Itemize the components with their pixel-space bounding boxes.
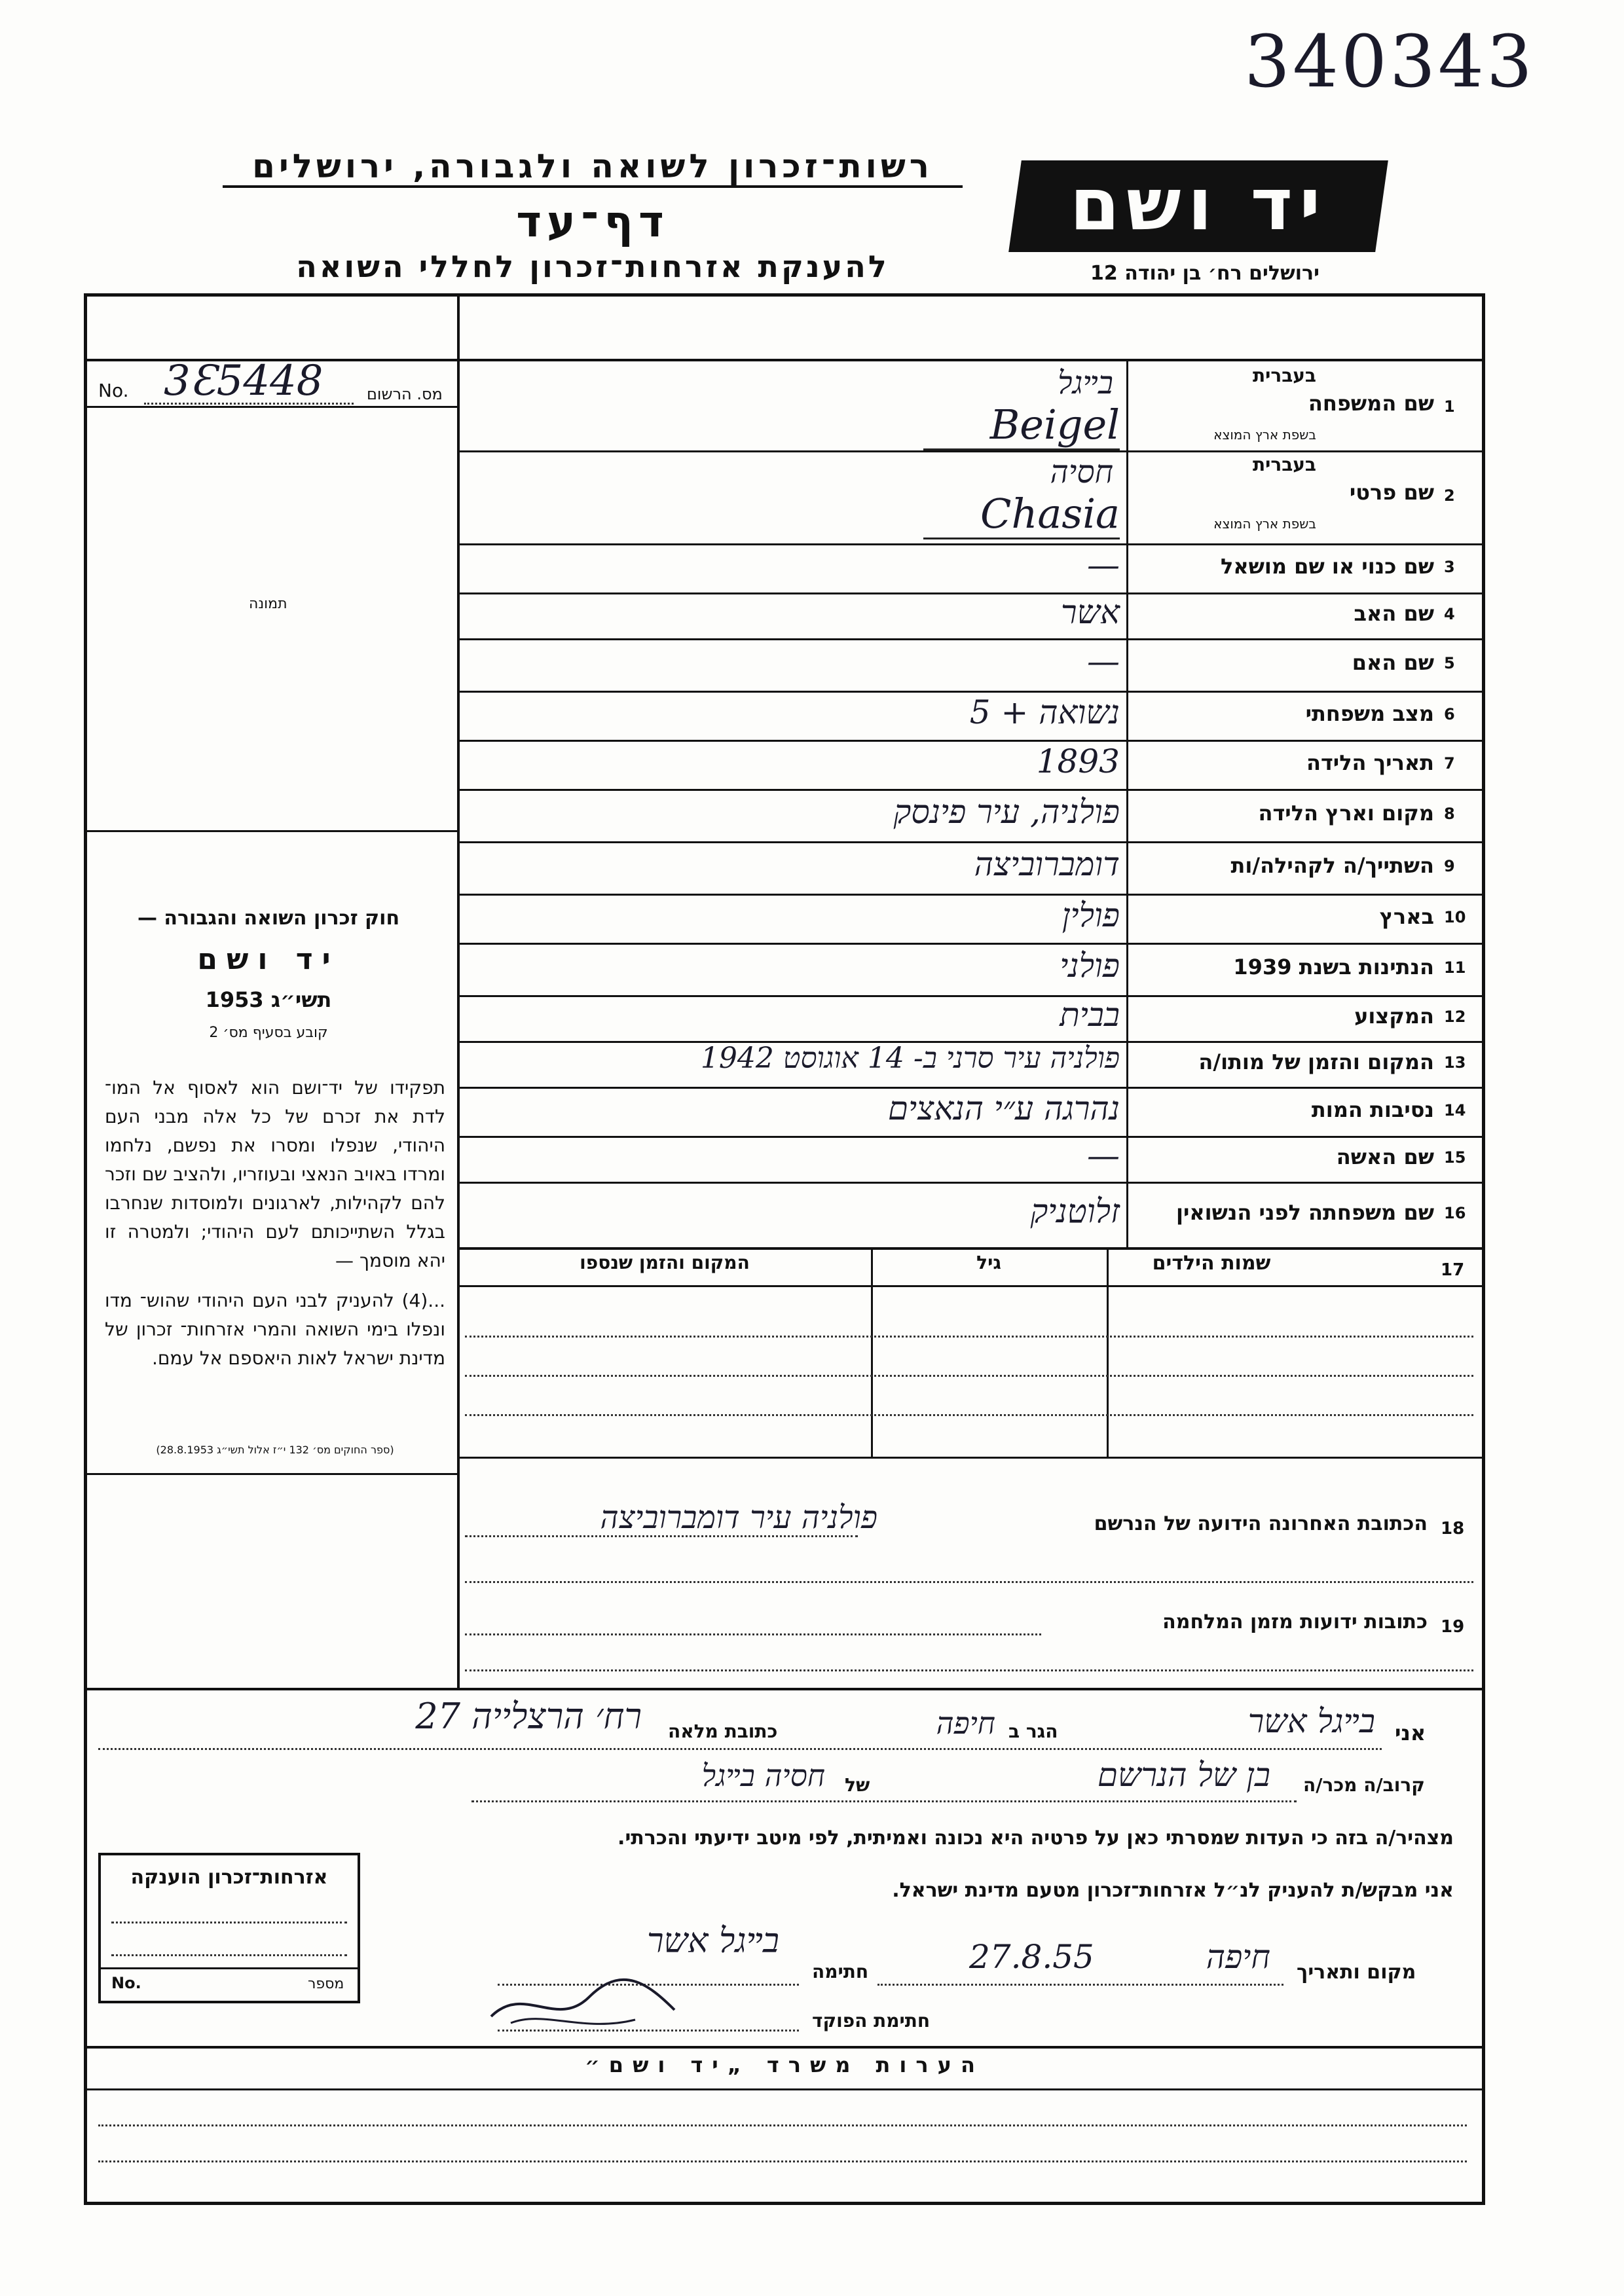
last-address-label: הכתובת האחרונה הידועה של הנרשם: [1094, 1512, 1428, 1535]
field-sublabel-origin: בשפת ארץ המוצא: [1213, 516, 1316, 532]
field-label: מצב משפחתי: [1305, 701, 1434, 726]
field-label: שם האב: [1354, 601, 1434, 626]
decl-signature-label: חתימה: [812, 1961, 869, 1982]
logo-text: יד ושם: [1069, 162, 1327, 246]
field-number: 7: [1444, 754, 1455, 773]
field-value: פולין: [1061, 896, 1120, 934]
field-number: 2: [1444, 486, 1455, 505]
field-value: זלוטניק: [1030, 1192, 1120, 1230]
registration-no-label: No.: [98, 380, 129, 401]
field-label: שם כנוי או שם מושאל: [1220, 553, 1434, 579]
stamp-number: 340343: [1244, 20, 1535, 103]
wartime-address-label: כתובות ידועות מזמן המלחמה: [1162, 1611, 1428, 1633]
field-value: דומברוביצה: [974, 845, 1120, 883]
decl-place-value: חיפה: [1206, 1938, 1270, 1976]
form-title: דף־עד: [516, 196, 669, 247]
decl-statement-2: אני מבקש/ת להעניק לנ״ל אזרחות־זכרון מטעם מדינת ישראל.: [892, 1879, 1454, 1902]
decl-ani-label: אני: [1395, 1721, 1426, 1745]
field-sublabel-origin: בשפת ארץ המוצא: [1213, 427, 1316, 443]
field-number: 6: [1444, 704, 1455, 723]
field-label: תאריך הלידה: [1306, 750, 1434, 775]
registration-number: 3Ɛ5448: [164, 357, 323, 405]
field-label: שם פרטי: [1349, 480, 1434, 505]
field-label: המקום והזמן של מותו/ה: [1198, 1049, 1434, 1074]
field-number: 15: [1444, 1148, 1466, 1167]
field-value: פולני: [1060, 947, 1120, 985]
remarks-title: הערות משרד „יד ושם״: [585, 2052, 984, 2077]
field-label: המקצוע: [1354, 1004, 1434, 1029]
field-label: נסיבות המות: [1311, 1097, 1434, 1122]
field-sublabel-hebrew: בעברית: [1252, 454, 1316, 475]
last-address-num: 18: [1441, 1519, 1465, 1539]
field-label: בארץ: [1379, 903, 1434, 929]
law-name: יד ושם: [197, 943, 340, 976]
law-title: חוק זכרון השואה והגבורה —: [137, 907, 400, 930]
field-label: שם האשה: [1336, 1144, 1434, 1169]
field-value: —: [1087, 545, 1120, 584]
citizenship-title: אזרחות־זכרון הוענקה: [130, 1866, 328, 1889]
field-number: 16: [1444, 1204, 1466, 1222]
field-label: שם האם: [1352, 650, 1434, 675]
field-value: 1893: [1036, 742, 1120, 780]
decl-resides-value: חיפה: [936, 1705, 995, 1741]
field-number: 11: [1444, 958, 1466, 977]
decl-date-value: 27.8.55: [969, 1938, 1094, 1976]
decl-of-label: של: [845, 1774, 870, 1796]
decl-resides-label: הגר ב: [1008, 1721, 1058, 1742]
field-number: 5: [1444, 654, 1455, 672]
field-number: 8: [1444, 805, 1455, 823]
decl-signature-value: בײגל אשר: [646, 1922, 779, 1961]
field-value-latin: Chasia: [923, 490, 1120, 539]
field-value: פולניה, עיר פינסק: [893, 793, 1120, 831]
field-value-latin: Beigel: [923, 401, 1120, 450]
field-label: הנתינות בשנת 1939: [1233, 955, 1434, 979]
field-label: שם משפחתה לפני הנשואין: [1175, 1200, 1434, 1225]
field-number: 3: [1444, 557, 1455, 576]
field-number: 9: [1444, 857, 1455, 875]
field-label: שם המשפחה: [1308, 391, 1434, 416]
field-number: 10: [1444, 907, 1466, 926]
decl-of-value: חסיה בײגל: [701, 1758, 825, 1793]
law-year: תשי״ג 1953: [205, 987, 332, 1012]
field-sublabel-hebrew: בעברית: [1252, 365, 1316, 386]
field-number: 14: [1444, 1101, 1466, 1120]
logo-address: ירושלים רח׳ בן יהודה 12: [1090, 262, 1320, 285]
field-value: אשר: [1061, 593, 1120, 631]
children-header-age: גיל: [976, 1252, 1001, 1273]
field-value-hebrew: בײגל: [1058, 365, 1113, 401]
law-section: קובע בסעיף מס׳ 2: [209, 1025, 328, 1041]
field-number: 12: [1444, 1008, 1466, 1026]
citizenship-no-label: No.: [111, 1974, 141, 1992]
decl-address-value: רח׳ הרצלייה 27: [415, 1696, 642, 1737]
field-value: נהרגה ע״י הנאצים: [887, 1089, 1120, 1127]
field-value-hebrew: חסיה: [1050, 454, 1113, 490]
decl-place-date-label: מקום ותאריך: [1297, 1961, 1416, 1984]
law-paragraph-1: תפקידו של יד־ושם הוא לאסוף אל המו־ לדת את זכרם של כל אלה מבני העם היהודי, שנפלו ומסרו את נפשם, נלחמו ומרדו באויב הנאצי ובעוזריו, ולהציב שם וזכר להם לקהילות, לארגונים ולמוסדות שנחרבו בגלל השתייכותם לעם היהודי; ולמטרה זו יהא מוסמך —: [105, 1077, 445, 1271]
photo-label: תמונה: [249, 596, 287, 612]
field-value: —: [1087, 1137, 1120, 1175]
children-num: 17: [1441, 1260, 1465, 1280]
field-number: 4: [1444, 605, 1455, 623]
decl-address-label: כתובת מלאה: [668, 1721, 778, 1742]
field-value: פולניה עיר סרני ב- 14 אוגוסט 1942: [700, 1042, 1120, 1075]
registration-label: מס. הרשום: [367, 385, 443, 403]
field-label: השתייך/ה לקהילה/ות: [1230, 853, 1434, 878]
field-value: בבית: [1060, 996, 1120, 1034]
decl-statement-1: מצהיר/ה בזה כי העדות שמסרתי כאן על פרטיה היא נכונה ואמיתית, לפי מיטב ידיעתי והכרתי.: [618, 1827, 1454, 1850]
decl-relative-value: בן של הנרשם: [1097, 1756, 1270, 1794]
field-value: —: [1087, 642, 1120, 680]
decl-officer-label: חתימת הפוקד: [812, 2010, 931, 2032]
last-address-value: פולניה עיר דומברוביצה: [600, 1499, 877, 1536]
decl-ani-value: בײגל אשר: [1247, 1702, 1375, 1740]
law-citation: (ספר החוקים מס׳ 132 י״ז אלול תשי״ג 28.8.1953): [156, 1444, 394, 1456]
decl-relative-label: קרוב/ה מכר/ה: [1303, 1774, 1425, 1796]
officer-signature: [485, 1971, 681, 2036]
wartime-address-num: 19: [1441, 1617, 1465, 1637]
field-number: 13: [1444, 1053, 1466, 1072]
children-header-names: שמות הילדים: [1152, 1252, 1271, 1275]
institution-name: רשות־זכרון לשואה ולגבורה, ירושלים: [223, 147, 963, 188]
citizenship-number-label: מספר: [308, 1976, 344, 1992]
field-label: מקום וארץ הלידה: [1258, 801, 1434, 826]
field-value: נשואה + 5: [969, 693, 1120, 731]
form-subtitle: להענקת אזרחות־זכרון לחללי השואה: [296, 249, 889, 284]
law-paragraph-2: ...(4) להעניק לבני העם היהודי שהוש־ מדו ונפלו בימי השואה והמרי אזרחות־ זכרון של מדינת ישראל לאות היאספם אל עמם.: [105, 1290, 445, 1369]
field-number: 1: [1444, 397, 1455, 416]
children-header-place: המקום והזמן שנספו: [580, 1252, 750, 1273]
